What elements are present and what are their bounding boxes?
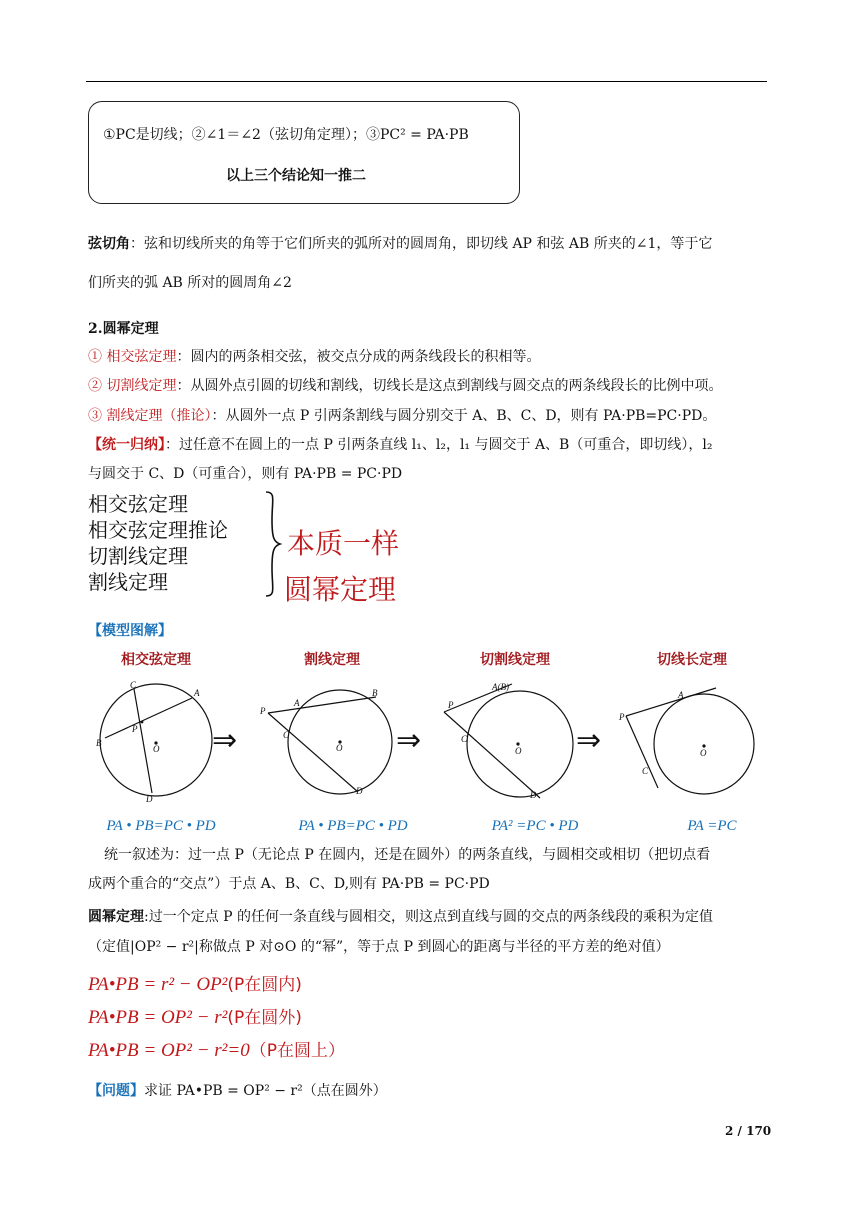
theorem-item: 相交弦定理推论 — [88, 520, 228, 542]
equation-lhs: PA•PB = r² − OP² — [88, 974, 228, 995]
summary-line-1: 统一叙述为：过一点 P（无论点 P 在圆内，还是在圆外）的两条直线，与圆相交或相切（把切点看 — [104, 847, 711, 863]
item-label: ③ 割线定理（推论） — [88, 408, 212, 424]
equation-outside — [88, 1003, 302, 1029]
equation-lhs: PA•PB = OP² − r²=0 — [88, 1040, 250, 1061]
question-label: 【问题】 — [88, 1083, 144, 1099]
header-rule — [86, 81, 767, 82]
item-text: ：圆内的两条相交弦，被交点分成的两条线段长的积相等。 — [176, 349, 541, 365]
svg-text:C: C — [283, 730, 290, 740]
item-label: ① 相交弦定理 — [88, 349, 177, 365]
question — [88, 1080, 387, 1100]
svg-text:P: P — [132, 724, 138, 734]
diagram-title: 相交弦定理 — [121, 651, 191, 667]
box-line-2: 以上三个结论知一推二 — [226, 168, 366, 184]
unified-text-2: 与圆交于 C、D（可重合），则有 PA·PB = PC·PD — [88, 466, 403, 482]
diagram-formula: PA =PC — [687, 818, 737, 834]
intersecting-chords-diagram — [96, 680, 212, 804]
svg-text:A: A — [194, 688, 200, 698]
curly-brace — [262, 490, 284, 598]
item-text: ：从圆外点引圆的切线和割线，切线长是这点到割线与圆交点的两条线段长的比例中项。 — [176, 378, 723, 394]
equation-lhs: PA•PB = OP² − r² — [88, 1007, 228, 1028]
svg-text:A(B): A(B) — [492, 682, 509, 692]
equation-note: (P在圆内) — [227, 975, 302, 995]
svg-text:C: C — [130, 680, 137, 690]
section-title: 2.圆幂定理 — [88, 321, 159, 337]
diagram-title: 割线定理 — [304, 651, 360, 667]
equation-inside — [88, 970, 302, 996]
equation-on-circle — [88, 1036, 345, 1062]
svg-text:O: O — [515, 746, 522, 756]
unified-text-1: ：过任意不在圆上的一点 P 引两条直线 l₁、l₂，l₁ 与圆交于 A、B（可重合，即切线），l₂ — [165, 437, 713, 453]
svg-text:D: D — [356, 786, 363, 796]
item-intersecting-chords — [88, 346, 540, 366]
power-theorem-label: 圆幂定理 — [88, 909, 144, 925]
svg-text:⇒: ⇒ — [212, 723, 238, 758]
diagram-formula: PA² =PC • PD — [491, 818, 579, 834]
item-secant — [88, 405, 716, 425]
power-of-point-diagrams — [88, 676, 768, 804]
theorem-item: 割线定理 — [88, 572, 168, 594]
svg-text:O: O — [153, 744, 160, 754]
svg-text:O: O — [336, 743, 343, 753]
svg-text:⇒: ⇒ — [396, 723, 422, 758]
equation-note: (P在圆外) — [227, 1008, 302, 1028]
svg-text:B: B — [96, 738, 102, 748]
chord-tangent-label: 弦切角 — [88, 236, 130, 252]
diagram-formula: PA • PB=PC • PD — [106, 818, 216, 834]
svg-text:⇒: ⇒ — [576, 723, 602, 758]
question-text: 求证 PA•PB = OP² − r²（点在圆外） — [144, 1083, 387, 1099]
svg-text:O: O — [700, 748, 707, 758]
equation-note: （P在圆上） — [249, 1041, 345, 1061]
diagram-title: 切割线定理 — [480, 651, 550, 667]
essence-text: 圆幂定理 — [284, 573, 397, 606]
tangent-length-diagram — [618, 688, 754, 794]
svg-text:P: P — [448, 700, 454, 710]
svg-text:D: D — [146, 794, 153, 804]
unified-summary — [88, 434, 712, 454]
theorem-item: 切割线定理 — [88, 546, 188, 568]
power-theorem-text-1: :过一个定点 P 的任何一条直线与圆相交，则这点到直线与圆的交点的两条线段的乘积为定值 — [144, 909, 714, 925]
box-line-1: ①PC是切线；②∠1＝∠2（弦切角定理）；③PC² = PA·PB — [103, 127, 469, 143]
diagram-formula: PA • PB=PC • PD — [298, 818, 408, 834]
theorem-item: 相交弦定理 — [88, 494, 188, 516]
item-tangent-secant — [88, 375, 722, 395]
summary-line-2: 成两个重合的“交点”）于点 A、B、C、D,则有 PA·PB = PC·PD — [88, 876, 490, 892]
diagram-title: 切线长定理 — [657, 651, 727, 667]
chord-tangent-text-2: 们所夹的弧 AB 所对的圆周角∠2 — [88, 275, 292, 291]
page-number: 2 / 170 — [725, 1124, 772, 1138]
summary-box — [88, 101, 520, 204]
svg-text:C: C — [461, 734, 468, 744]
svg-text:A: A — [678, 690, 684, 700]
secant-diagram — [259, 688, 392, 796]
power-theorem — [88, 906, 713, 926]
essence-text: 本质一样 — [287, 527, 400, 560]
svg-text:D: D — [530, 790, 537, 800]
model-label: 【模型图解】 — [88, 623, 172, 639]
tangent-secant-diagram — [444, 682, 573, 800]
svg-text:P: P — [619, 712, 625, 722]
item-text: ：从圆外一点 P 引两条割线与圆分别交于 A、B、C、D，则有 PA·PB=PC·PD。 — [211, 408, 717, 424]
chord-tangent-text-1: ：弦和切线所夹的角等于它们所夹的弧所对的圆周角，即切线 AP 和弦 AB 所夹的∠1，等于它 — [130, 236, 713, 252]
svg-text:A: A — [294, 698, 300, 708]
item-label: ② 切割线定理 — [88, 378, 177, 394]
svg-text:C: C — [642, 766, 649, 776]
unified-label: 【统一归纳】 — [88, 437, 165, 453]
power-theorem-text-2: （定值|OP² − r²|称做点 P 对⊙O 的“幂”，等于点 P 到圆心的距离与半径的平方差的绝对值） — [88, 939, 670, 955]
svg-text:B: B — [372, 688, 378, 698]
chord-tangent-definition — [88, 233, 712, 253]
svg-text:P: P — [260, 706, 266, 716]
